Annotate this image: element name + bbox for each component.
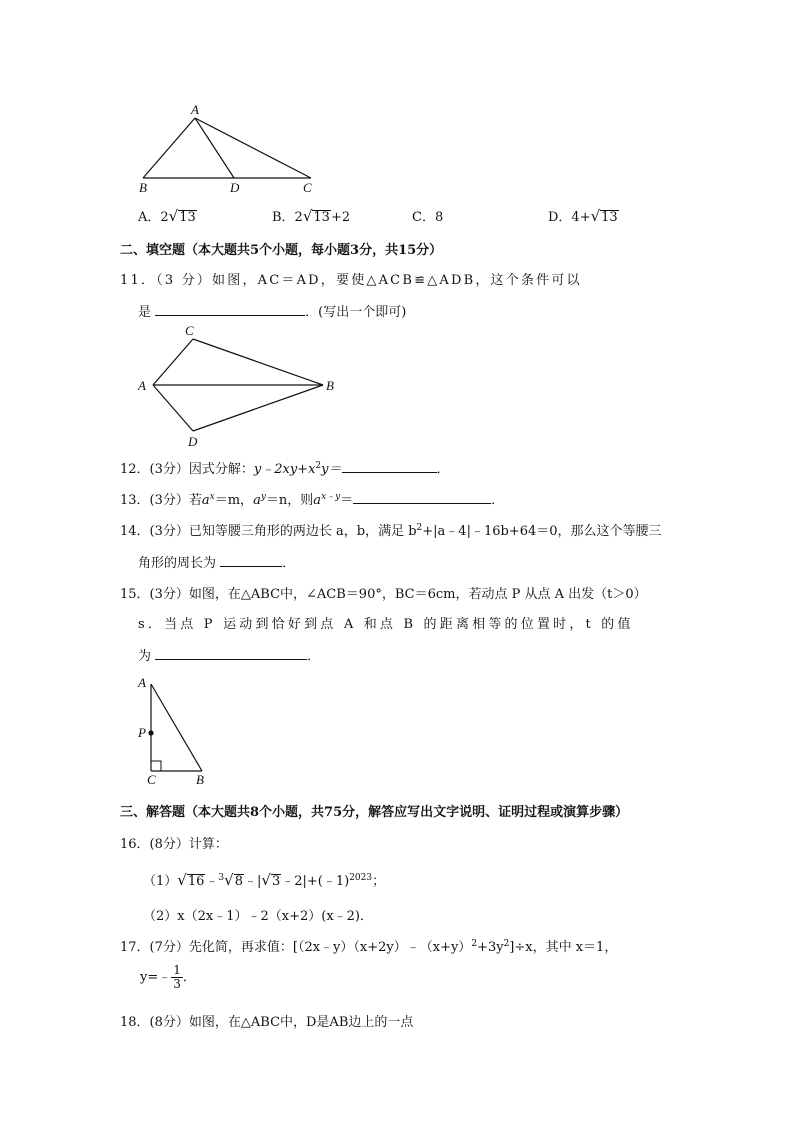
q10-option-a: A．2√13 [138, 207, 196, 225]
q11-line2: 是 ．(写出一个即可) [138, 305, 407, 320]
q15-line1: 15．(3分）如图，在△ABC中，∠ACB＝90°，BC＝6cm，若动点 P 从点 A 出发（t＞0） [120, 587, 647, 602]
q16-part1: （1）√16﹣$^3$√8﹣|√3﹣2|+(﹣1)$^{2023}$； [143, 871, 386, 889]
right-triangle-figure [135, 672, 225, 787]
q10-option-c: C．8 [412, 210, 444, 225]
vertex-c-label: C [185, 323, 194, 338]
q16-head: 16．(8分）计算： [120, 837, 228, 852]
vertex-c-label: C [147, 772, 156, 787]
q18: 18．(8分）如图，在△ABC中，D是AB边上的一点 [120, 1015, 414, 1030]
q15-answer-blank[interactable] [155, 647, 307, 660]
q16-part2: （2）x（2x﹣1）﹣2（x+2）(x﹣2)． [143, 909, 373, 924]
vertex-b-label: B [196, 772, 204, 787]
q17-line2: y=﹣ $\frac{1}{3}$ ． [140, 963, 196, 991]
vertex-c-label: C [303, 180, 312, 195]
fraction: $\frac{1}{3}$ [173, 963, 181, 991]
kite-figure [135, 322, 345, 452]
triangle-abc-figure [135, 100, 325, 195]
q12: 12．(3分）因式分解：$y﹣2xy+x^2y=$ ． [120, 461, 450, 477]
q11-answer-blank[interactable] [155, 303, 305, 316]
q14-answer-blank[interactable] [220, 554, 282, 567]
q13-answer-blank[interactable] [353, 491, 491, 504]
q10-option-d: D．4+√13 [548, 207, 618, 225]
q14-line1: 14．(3分）已知等腰三角形的两边长 a，b，满足 $b^2+|a﹣4|﹣16b+64=0$，那么这个等腰三 [120, 523, 662, 539]
vertex-a-label: A [138, 378, 146, 393]
q10-option-b: B．2√13+2 [272, 207, 351, 225]
vertex-a-label: A [191, 102, 199, 117]
q14-line2: 角形的周长为 ． [138, 556, 296, 571]
section-2-title: 二、填空题（本大题共5个小题，每小题3分，共15分） [120, 243, 443, 258]
vertex-d-label: D [188, 434, 198, 449]
vertex-a-label: A [138, 675, 146, 690]
vertex-b-label: B [139, 180, 147, 195]
point-p-label: P [138, 725, 146, 740]
vertex-d-label: D [230, 180, 240, 195]
q15-line2: s．当点 P 运动到恰好到点 A 和点 B 的距离相等的位置时，t 的值 [138, 617, 634, 632]
q13: 13．(3分）若$a^x=m$，$a^y=n$，则$a^{x﹣y}=$ ． [120, 492, 505, 508]
vertex-b-label: B [326, 378, 334, 393]
q15-line3: 为 ． [138, 649, 321, 664]
q12-answer-blank[interactable] [342, 460, 437, 473]
q11-line1: 11．（3 分）如图，AC＝AD，要使△ACB≌△ADB，这个条件可以 [120, 273, 582, 288]
section-3-title: 三、解答题（本大题共8个小题，共75分，解答应写出文字说明、证明过程或演算步骤） [120, 805, 629, 820]
q17-line1: 17．(7分）先化简，再求值：$[(2x﹣y)(x+2y)﹣(x+y)^2+3y^2]\div x$，其中 x＝1， [120, 939, 618, 955]
